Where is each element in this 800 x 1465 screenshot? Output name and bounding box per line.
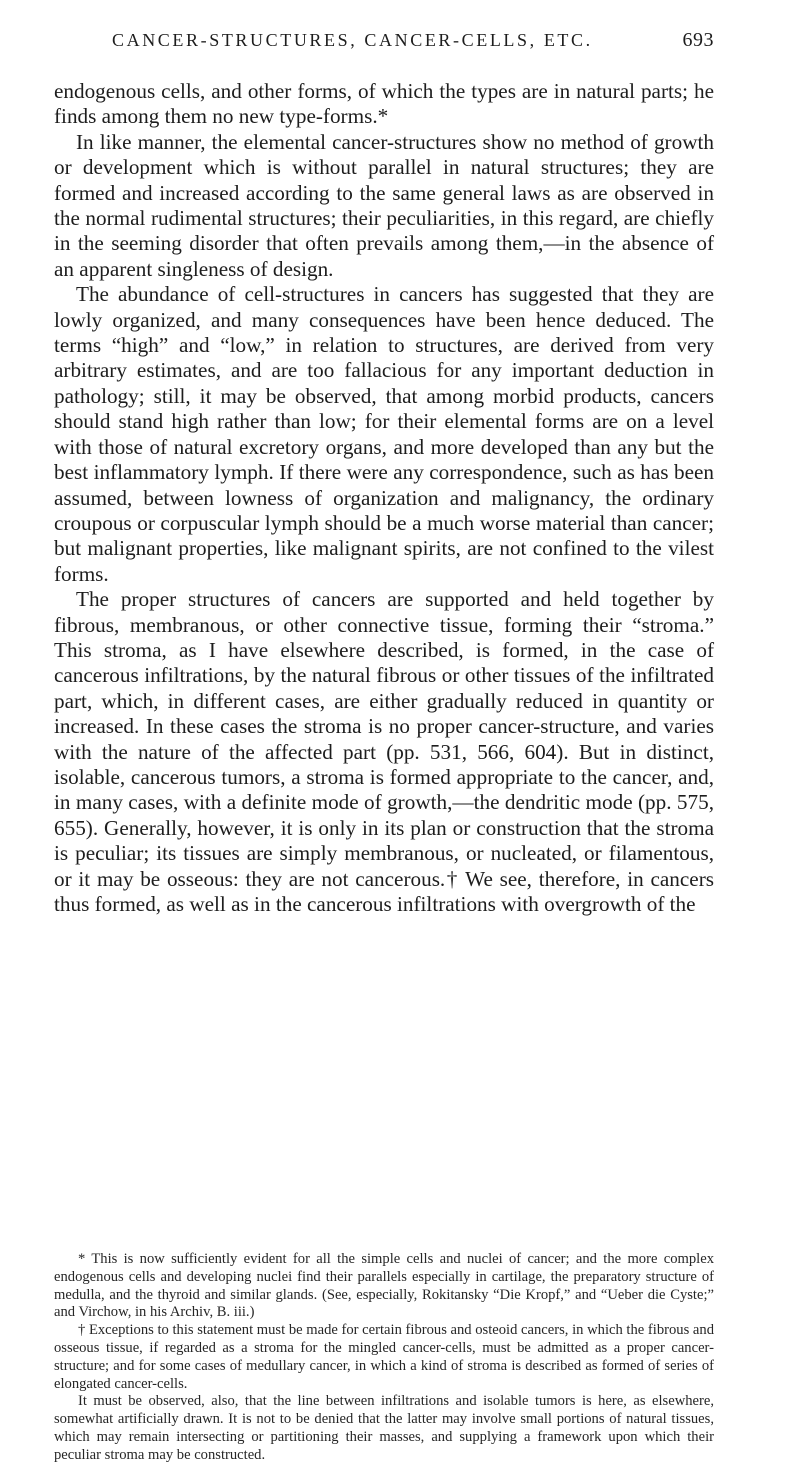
paragraph-stroma: The proper structures of cancers are supported and held together by fibrous, membranous, or other connective tissue, forming their “stroma.” This stroma, as I have elsewhere described, is formed, in the case of cancerous infiltrations, by the natural fibrous or other tissues of the infiltrated part, which, in different cases, are either gradually reduced in quantity or increased. In these cases the stroma is no proper cancer-structure, and varies with the nature of the affected part (pp. 531, 566, 604). But in distinct, isolable, cancerous tumors, a stroma is formed appropriate to the cancer, and, in many cases, with a definite mode of growth,—the dendritic mode (pp. 575, 655). Generally, however, it is only in its plan or construction that the stroma is peculiar; its tissues are simply membranous, or nucleated, or filamentous, or it may be osseous: they are not cancerous.† We see, therefore, in cancers thus formed, as well as in the cancerous infiltrations with overgrowth of the [54, 587, 714, 916]
paragraph-growth: In like manner, the elemental cancer-structures show no method of growth or development which is without parallel in natural structures; they are formed and increased according to the same general laws as are observed in the normal rudimental structures; their peculiarities, in this regard, are chiefly in the seeming disorder that often prevails among them,—in the absence of an apparent singleness of design. [54, 129, 714, 281]
body-text [54, 79, 714, 917]
footnote-dagger-continued: It must be observed, also, that the line between infiltrations and isolable tumors is here, as elsewhere, somewhat artificially drawn. It is not to be denied that the latter may involve small portions of natural tissues, which may remain intersecting or partitioning their masses, and supplying a framework upon which their peculiar stroma may be constructed. [54, 1393, 714, 1463]
paragraph-continued: endogenous cells, and other forms, of which the types are in natural parts; he finds among them no new type-forms.* [54, 79, 714, 129]
footnote-asterisk: * This is now sufficiently evident for all the simple cells and nuclei of cancer; and the more complex endogenous cells and developing nuclei find their parallels especially in cartilage, the preparatory structure of medulla, and the thyroid and similar glands. (See, especially, Rokitansky “Die Kropf,” and “Ueber die Cyste;” and Virchow, in his Archiv, B. iii.) [54, 1251, 714, 1321]
page-number: 693 [682, 29, 714, 51]
paragraph-organization: The abundance of cell-structures in cancers has suggested that they are lowly organized, and many consequences have been hence deduced. The terms “high” and “low,” in relation to structures, are derived from very arbitrary estimates, and are too fallacious for any important deduction in pathology; still, it may be observed, that among morbid products, cancers should stand high rather than low; for their elemental forms are on a level with those of natural excretory organs, and more developed than any but the best inflammatory lymph. If there were any correspondence, such as has been assumed, between lowness of organization and malignancy, the ordinary croupous or corpuscular lymph should be a much worse material than cancer; but malignant properties, like malignant spirits, are not confined to the vilest forms. [54, 282, 714, 586]
footnotes [54, 1251, 714, 1465]
page-header [112, 30, 712, 52]
running-title: CANCER-STRUCTURES, CANCER-CELLS, ETC. [112, 30, 593, 50]
footnote-dagger: † Exceptions to this statement must be made for certain fibrous and osteoid cancers, in which the fibrous and osseous tissue, if regarded as a stroma for the mingled cancer-cells, must be admitted as a proper cancer-structure; and for some cases of medullary cancer, in which a kind of stroma is described as formed of series of elongated cancer-cells. [54, 1322, 714, 1392]
